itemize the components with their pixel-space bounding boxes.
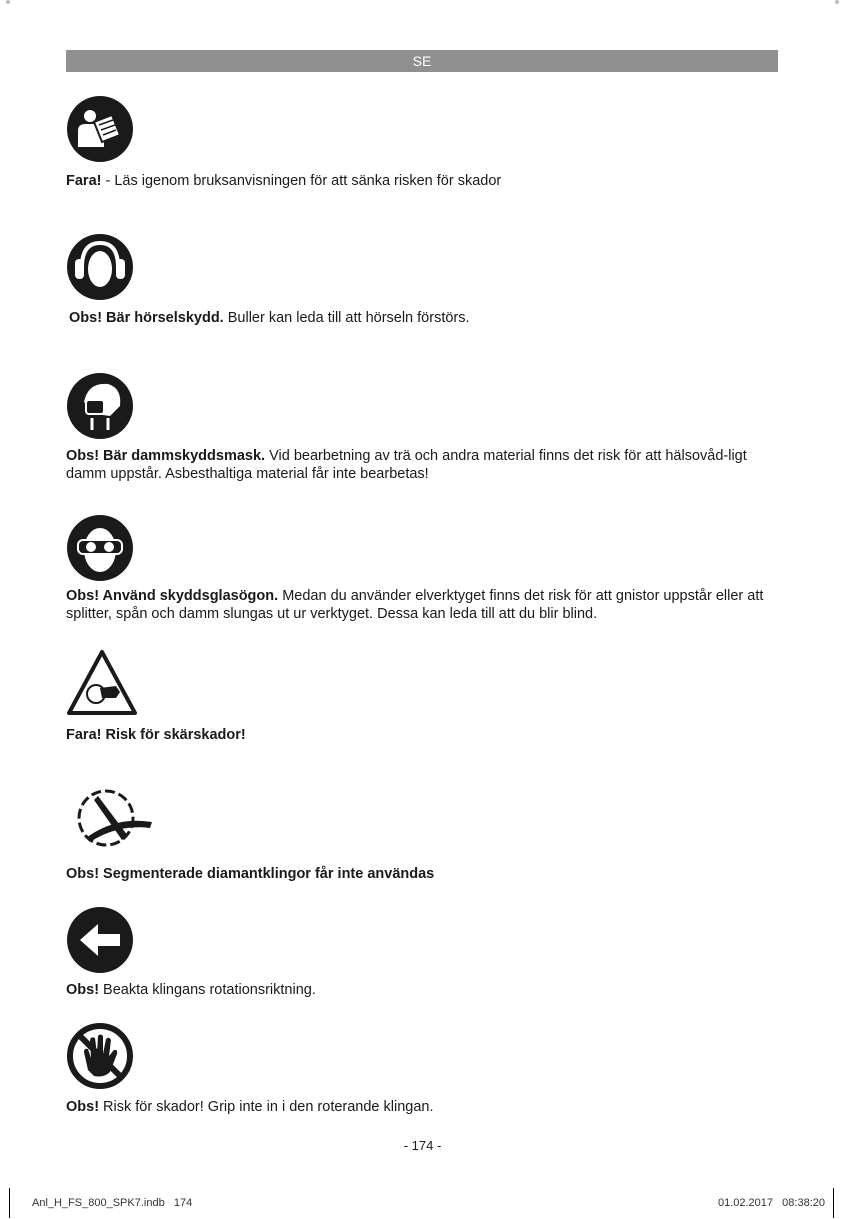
no-segmented-blade-icon: [66, 786, 156, 850]
footer-timestamp: 01.02.2017 08:38:20: [717, 1197, 825, 1209]
warning-text: [66, 587, 778, 623]
dust-mask-icon: [66, 372, 134, 440]
warning-text: [66, 172, 778, 190]
warning-label: Obs! Använd skyddsglasögon.: [66, 588, 279, 604]
warning-label: Obs!: [66, 1099, 100, 1115]
warning-text: [66, 1098, 778, 1116]
warning-text: [66, 865, 778, 883]
warning-body: - Läs igenom bruksanvisningen för att sänka risken för skador: [101, 173, 502, 189]
warning-label: Obs! Segmenterade diamantklingor får inte användas: [66, 866, 435, 882]
no-touch-hand-icon: [66, 1022, 134, 1090]
ear-protection-icon: [66, 233, 134, 301]
warning-text: [66, 447, 778, 483]
footer-file-info: Anl_H_FS_800_SPK7.indb 174: [32, 1197, 193, 1209]
warning-label: Obs!: [66, 982, 100, 998]
page-number: - 174 -: [403, 1138, 442, 1153]
warning-label: Obs! Bär hörselskydd.: [69, 310, 224, 326]
cut-hazard-warning-icon: [66, 648, 138, 716]
corner-mark: [6, 0, 10, 4]
language-header-bar: [66, 50, 778, 72]
warning-label: Fara!: [66, 173, 102, 189]
warning-body: Risk för skador! Grip inte in i den roterande klingan.: [99, 1099, 434, 1115]
warning-body: Medan du använder elverktyget finns det risk för att gnistor uppstår eller att splitter, spån och damm slungas ut ur verktyget. Dessa kan leda till att du blir blind.: [66, 588, 764, 622]
crop-mark: [833, 1188, 834, 1218]
warning-label: Obs! Bär dammskyddsmask.: [66, 448, 266, 464]
warning-text: [66, 726, 778, 744]
read-manual-icon: [66, 95, 134, 163]
warning-body: Beakta klingans rotationsriktning.: [99, 982, 316, 998]
crop-mark: [9, 1188, 10, 1218]
warning-text: [69, 309, 781, 327]
rotation-direction-arrow-icon: [66, 906, 134, 974]
warning-label: Fara! Risk för skärskador!: [66, 727, 246, 743]
warning-text: [66, 981, 778, 999]
corner-mark: [835, 0, 839, 4]
warning-body: Buller kan leda till att hörseln förstörs.: [223, 310, 470, 326]
warning-body: Vid bearbetning av trä och andra material finns det risk för att hälsovåd-ligt damm uppstår. Asbesthaltiga material får inte bearbetas!: [66, 448, 747, 482]
safety-goggles-icon: [66, 514, 134, 582]
language-code: SE: [412, 53, 432, 69]
